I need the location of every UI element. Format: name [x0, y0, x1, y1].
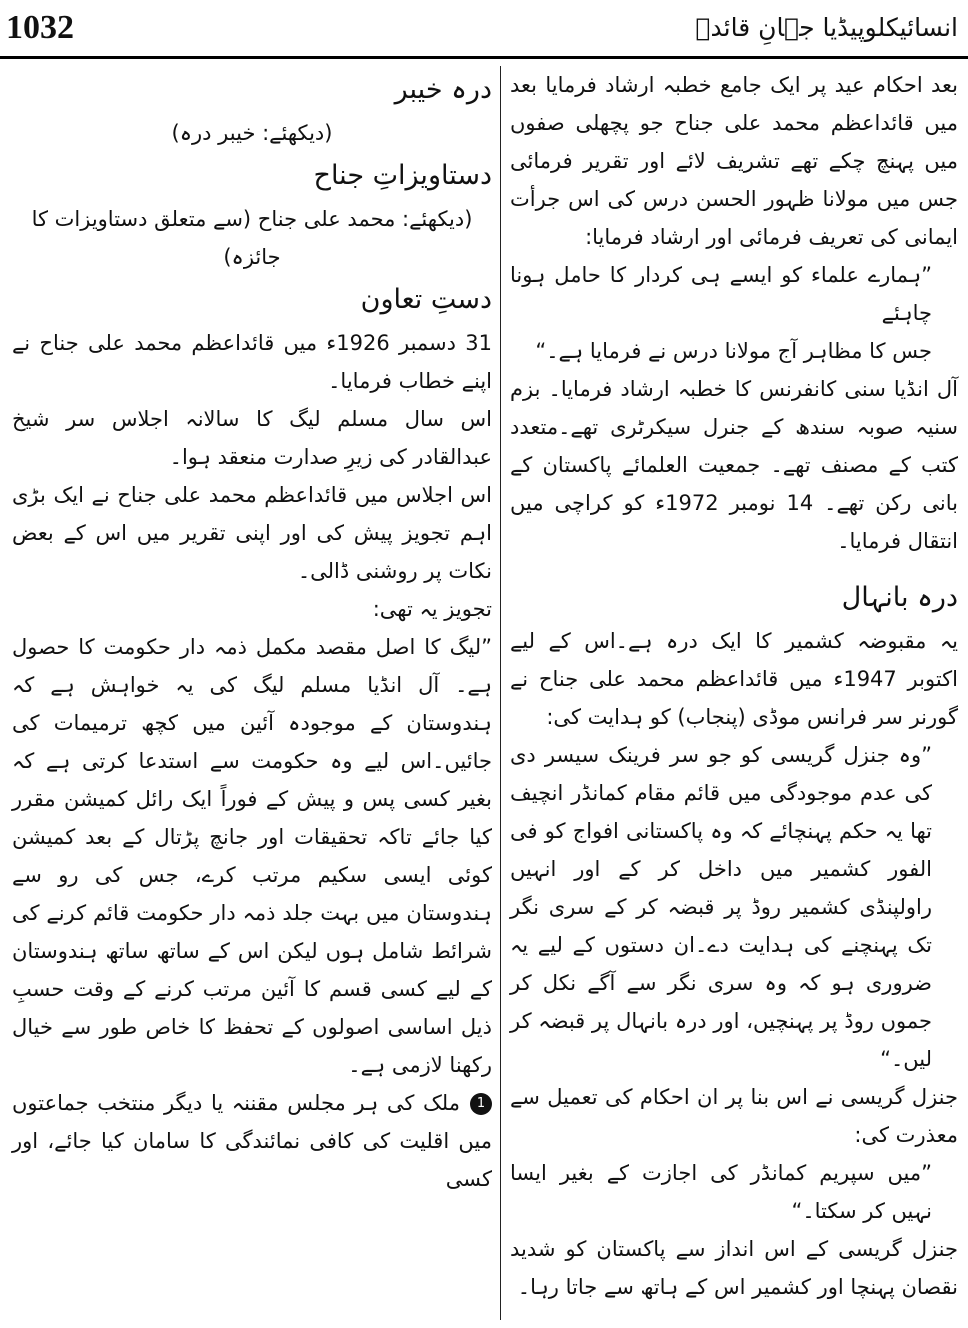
paragraph: یہ مقبوضہ کشمیر کا ایک درہ ہے۔اس کے لیے اکتوبر 1947ء میں قائداعظم محمد علی جناح نے گورنر سر فرانس موڈی (پنجاب) کو ہدایت کی:	[510, 629, 959, 729]
cross-reference: (دیکھئے: خیبر درہ)	[171, 121, 333, 145]
right-column	[510, 66, 958, 1306]
heading-banihal: درہ بانہال	[841, 582, 958, 613]
bullet-text: ملک کی ہر مجلس مقننہ یا دیگر منتخب جماعتوں میں اقلیت کی کافی نمائندگی کا سامان کیا جائے، اور کسی	[12, 1091, 492, 1191]
heading-dast-taawun: دستِ تعاون	[360, 284, 492, 315]
paragraph: اس اجلاس میں قائداعظم محمد علی جناح نے ایک بڑی اہم تجویز پیش کی اور اپنی تقریر میں اس کے بعض نکات پر روشنی ڈالی۔	[12, 483, 492, 583]
paragraph: جنزل گریسی نے اس بنا پر ان احکام کی تعمیل سے معذرت کی:	[510, 1085, 958, 1147]
page-header	[0, 0, 968, 62]
bullet-item	[12, 1084, 492, 1198]
quote-block: ”میں سپریم کمانڈر کی اجازت کے بغیر ایسا نہیں کر سکتا۔“	[510, 1161, 932, 1223]
quote-block: ”لیگ کا اصل مقصد مکمل ذمہ دار حکومت کا حصول ہے۔ آل انڈیا مسلم لیگ کی یہ خواہش ہے کہ ہندوستان کے موجودہ آئین میں کچھ ترمیمات کی جائیں۔اس لیے وہ حکومت سے استدعا کرتی ہے کہ بغیر کسی پس و پیش کے فوراً ایک رائل کمیشن مقرر کیا جائے تاکہ تحقیقات اور جانچ پڑتال کے بعد کمیشن کوئی ایسی سکیم مرتب کرے، جس کی رو سے ہندوستان میں بہت جلد ذمہ دار حکومت قائم کرنے کی شرائط شامل ہوں لیکن اس کے ساتھ ساتھ ہندوستان کے لیے کسی قسم کا آئین مرتب کرنے کے وقت حسبِ ذیل اساسی اصولوں کے تحفظ کا خاص طور سے خیال رکھنا لازمی ہے۔	[12, 635, 492, 1077]
bullet-number: 1	[470, 1093, 492, 1115]
paragraph: جنزل گریسی کے اس انداز سے پاکستان کو شدید نقصان پہنچا اور کشمیر اس کے ہاتھ سے جاتا رہا۔	[510, 1237, 958, 1299]
paragraph: تجویز یہ تھی:	[372, 597, 492, 621]
paragraph: آل انڈیا سنی کانفرنس کا خطبہ ارشاد فرمایا۔ بزم سنیہ صوبہ سندھ کے جنرل سیکرٹری تھے۔متعدد کتب کے مصنف تھے۔ جمعیت العلمائے پاکستان کے بانی رکن تھے۔ 14 نومبر 1972ء کو کراچی میں انتقال فرمایا۔	[510, 377, 958, 553]
quote-line: ”ہمارے علماء کو ایسے ہی کردار کا حامل ہونا چاہئے	[510, 263, 932, 325]
paragraph: اس سال مسلم لیگ کا سالانہ اجلاس سر شیخ عبدالقادر کی زیرِ صدارت منعقد ہوا۔	[12, 407, 492, 469]
left-column	[12, 66, 492, 1198]
running-title: انسائیکلوپیڈیا جہانِ قائدؒ	[695, 13, 958, 42]
heading-khyber: درہ خیبر	[394, 74, 492, 105]
heading-dastavezat: دستاویزاتِ جناح	[313, 160, 492, 191]
paragraph: 31 دسمبر 1926ء میں قائداعظم محمد علی جناح نے اپنے خطاب فرمایا۔	[12, 331, 492, 393]
paragraph: بعد احکام عید پر ایک جامع خطبہ ارشاد فرمایا بعد میں قائداعظم محمد علی جناح جو پچھلی صفوں میں پہنچ چکے تھے تشریف لائے اور تقریر فرمائی جس میں مولانا ظہور الحسن درس کی اس جرأت ایمانی کی تعریف فرمائی اور ارشاد فرمایا:	[510, 73, 958, 249]
quote-line: جس کا مظاہر آج مولانا درس نے فرمایا ہے۔“	[535, 339, 932, 363]
cross-reference: (دیکھئے: محمد علی جناح (سے متعلق دستاویزات کا جائزہ)	[31, 207, 473, 269]
column-divider	[500, 66, 501, 1320]
page-number: 1032	[6, 9, 74, 46]
header-rule	[0, 56, 968, 59]
quote-block: ”وہ جنزل گریسی کو جو سر فرینک سیسر دی کی عدم موجودگی میں قائم مقام کمانڈر انچیف تھا یہ حکم پہنچائے کہ وہ پاکستانی افواج کو فی الفور کشمیر میں داخل کر کے اور انہیں راولپنڈی کشمیر روڈ پر قبضہ کر کے سری نگر تک پہنچنے کی ہدایت دے۔ان دستوں کے لیے یہ ضروری ہو کہ وہ سری نگر سے آگے نکل کر جموں روڈ پر پہنچیں، اور درہ بانہال پر قبضہ کر لیں۔“	[510, 743, 932, 1071]
